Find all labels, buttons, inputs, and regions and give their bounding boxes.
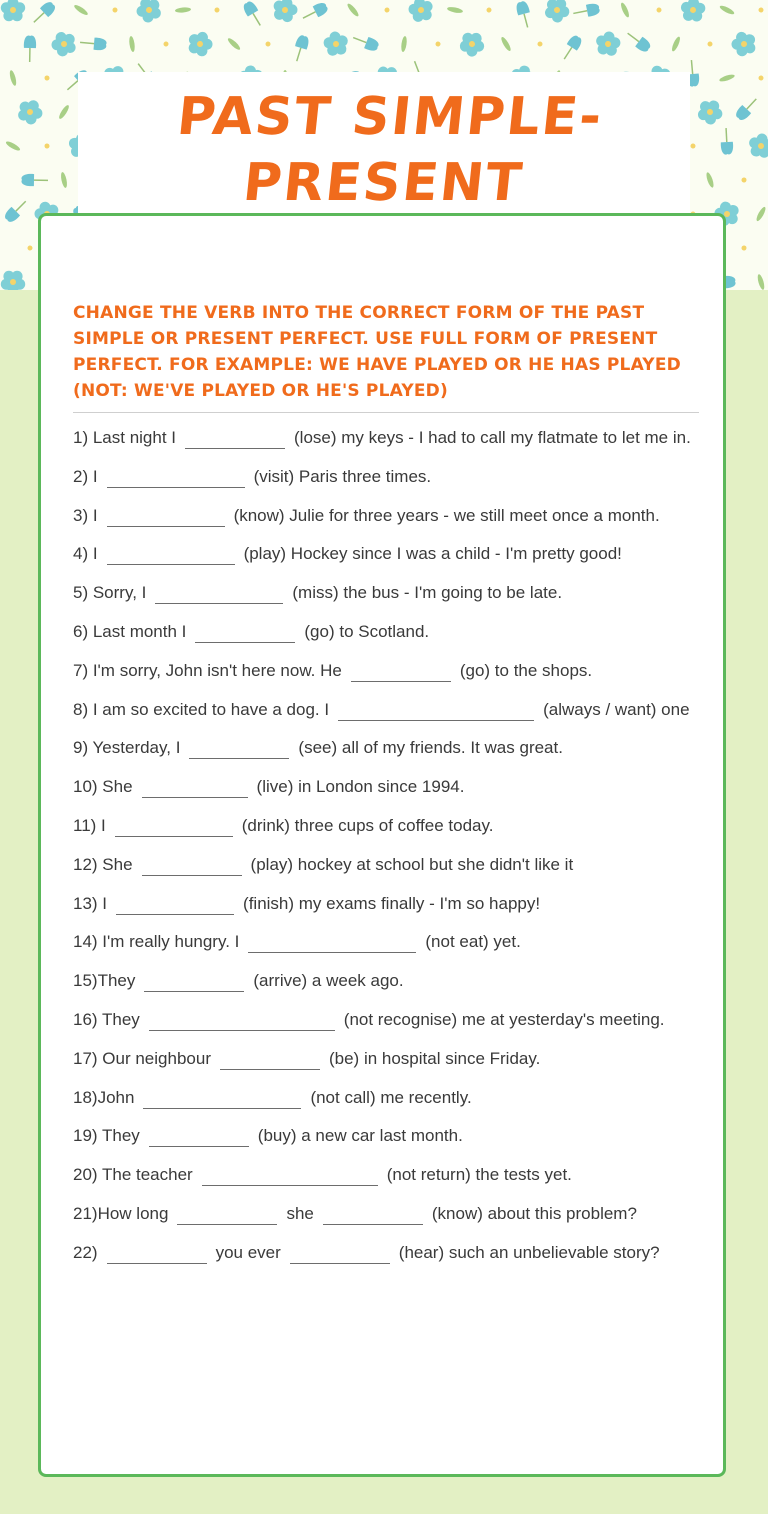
title-line-1: PAST SIMPLE-PRESENT <box>174 87 607 213</box>
question-text: 2) I <box>73 466 98 486</box>
answer-blank[interactable] <box>149 1128 249 1147</box>
question-item <box>73 540 703 567</box>
answer-blank[interactable] <box>177 1206 277 1225</box>
question-text: (see) all of my friends. It was great. <box>298 738 563 758</box>
question-item <box>73 890 703 917</box>
answer-blank[interactable] <box>143 1090 301 1109</box>
title-box <box>78 72 690 222</box>
question-text: (know) Julie for three years - we still meet once a month. <box>233 505 660 525</box>
question-text: 16) They <box>73 1009 140 1029</box>
worksheet-card <box>38 213 726 1477</box>
answer-blank[interactable] <box>185 430 285 449</box>
question-item <box>73 773 703 800</box>
question-item <box>73 1045 703 1072</box>
question-text: (go) to the shops. <box>459 660 593 680</box>
question-text: 14) I'm really hungry. I <box>73 932 240 952</box>
answer-blank[interactable] <box>116 896 234 915</box>
question-item <box>73 1200 703 1227</box>
instructions-text: CHANGE THE VERB INTO THE CORRECT FORM OF THE PAST SIMPLE OR PRESENT PERFECT. USE FULL FORM OF PRESENT PERFECT. FOR EXAMPLE: WE HAVE PLAYED OR HE HAS PLAYED (NOT: WE'VE PLAYED OR HE'S PLAYED) <box>73 303 681 401</box>
answer-blank[interactable] <box>155 585 283 604</box>
question-text: 7) I'm sorry, John isn't here now. He <box>73 660 342 680</box>
question-text: 15)They <box>73 971 136 991</box>
question-text: (not recognise) me at yesterday's meeting. <box>343 1009 665 1029</box>
answer-blank[interactable] <box>248 934 416 953</box>
answer-blank[interactable] <box>142 857 242 876</box>
question-item <box>73 1084 703 1111</box>
question-item <box>73 967 703 994</box>
question-text: (play) hockey at school but she didn't like it <box>250 854 574 874</box>
question-text: (visit) Paris three times. <box>253 466 432 486</box>
question-text: (miss) the bus - I'm going to be late. <box>292 583 563 603</box>
question-text: 4) I <box>73 544 98 564</box>
question-text: (lose) my keys - I had to call my flatmate to let me in. <box>294 428 691 447</box>
question-item <box>73 851 703 878</box>
question-item <box>73 657 703 684</box>
question-text: (not return) the tests yet. <box>386 1165 572 1185</box>
question-text: you ever <box>215 1242 281 1262</box>
question-item <box>73 463 703 490</box>
answer-blank[interactable] <box>115 818 233 837</box>
question-item <box>73 812 703 839</box>
question-item <box>73 696 703 723</box>
question-item <box>73 502 703 529</box>
answer-blank[interactable] <box>107 469 245 488</box>
answer-blank[interactable] <box>142 779 248 798</box>
answer-blank[interactable] <box>149 1012 335 1031</box>
question-text: 10) She <box>73 777 133 797</box>
divider <box>73 412 699 413</box>
question-text: (go) to Scotland. <box>304 621 430 641</box>
question-text: 3) I <box>73 505 98 525</box>
answer-blank[interactable] <box>195 624 295 643</box>
question-text: (always / want) one <box>543 699 690 719</box>
question-text: (play) Hockey since I was a child - I'm pretty good! <box>243 544 622 564</box>
question-item <box>73 618 703 645</box>
question-text: 22) <box>73 1242 98 1262</box>
answer-blank[interactable] <box>144 973 244 992</box>
answer-blank[interactable] <box>189 740 289 759</box>
question-text: she <box>286 1203 314 1223</box>
question-item <box>73 734 703 761</box>
question-text: (finish) my exams finally - I'm so happy! <box>243 893 541 913</box>
question-item <box>73 579 703 606</box>
question-text: (be) in hospital since Friday. <box>328 1048 541 1068</box>
question-text: 6) Last month I <box>73 621 187 641</box>
question-text: 11) I <box>73 815 106 835</box>
question-text: 12) She <box>73 854 133 874</box>
question-text: (buy) a new car last month. <box>257 1126 463 1146</box>
answer-blank[interactable] <box>338 702 534 721</box>
question-text: 17) Our neighbour <box>73 1048 211 1068</box>
question-text: 8) I am so excited to have a dog. I <box>73 699 330 719</box>
question-text: 18)John <box>73 1087 135 1107</box>
question-item <box>73 1006 703 1033</box>
answer-blank[interactable] <box>107 1245 207 1264</box>
question-list <box>73 424 703 1278</box>
question-text: (arrive) a week ago. <box>253 971 404 991</box>
answer-blank[interactable] <box>202 1167 378 1186</box>
question-item <box>73 1239 703 1266</box>
question-text: 21)How long <box>73 1203 169 1223</box>
answer-blank[interactable] <box>107 546 235 565</box>
question-item <box>73 424 703 451</box>
question-item <box>73 1161 703 1188</box>
question-text: (live) in London since 1994. <box>256 777 465 797</box>
question-text: 5) Sorry, I <box>73 583 147 603</box>
answer-blank[interactable] <box>323 1206 423 1225</box>
question-text: (hear) such an unbelievable story? <box>398 1242 660 1262</box>
question-text: 20) The teacher <box>73 1165 193 1185</box>
question-item <box>73 1122 703 1149</box>
answer-blank[interactable] <box>351 663 451 682</box>
question-text: (drink) three cups of coffee today. <box>241 815 494 835</box>
question-text: 13) I <box>73 893 108 913</box>
question-item <box>73 928 703 955</box>
question-text: (know) about this problem? <box>431 1203 637 1223</box>
question-text: (not eat) yet. <box>425 932 521 952</box>
answer-blank[interactable] <box>107 508 225 527</box>
question-text: 19) They <box>73 1126 140 1146</box>
answer-blank[interactable] <box>220 1051 320 1070</box>
question-text: (not call) me recently. <box>310 1087 472 1107</box>
question-text: 9) Yesterday, I <box>73 738 181 758</box>
question-text: 1) Last night I <box>73 428 177 447</box>
answer-blank[interactable] <box>290 1245 390 1264</box>
